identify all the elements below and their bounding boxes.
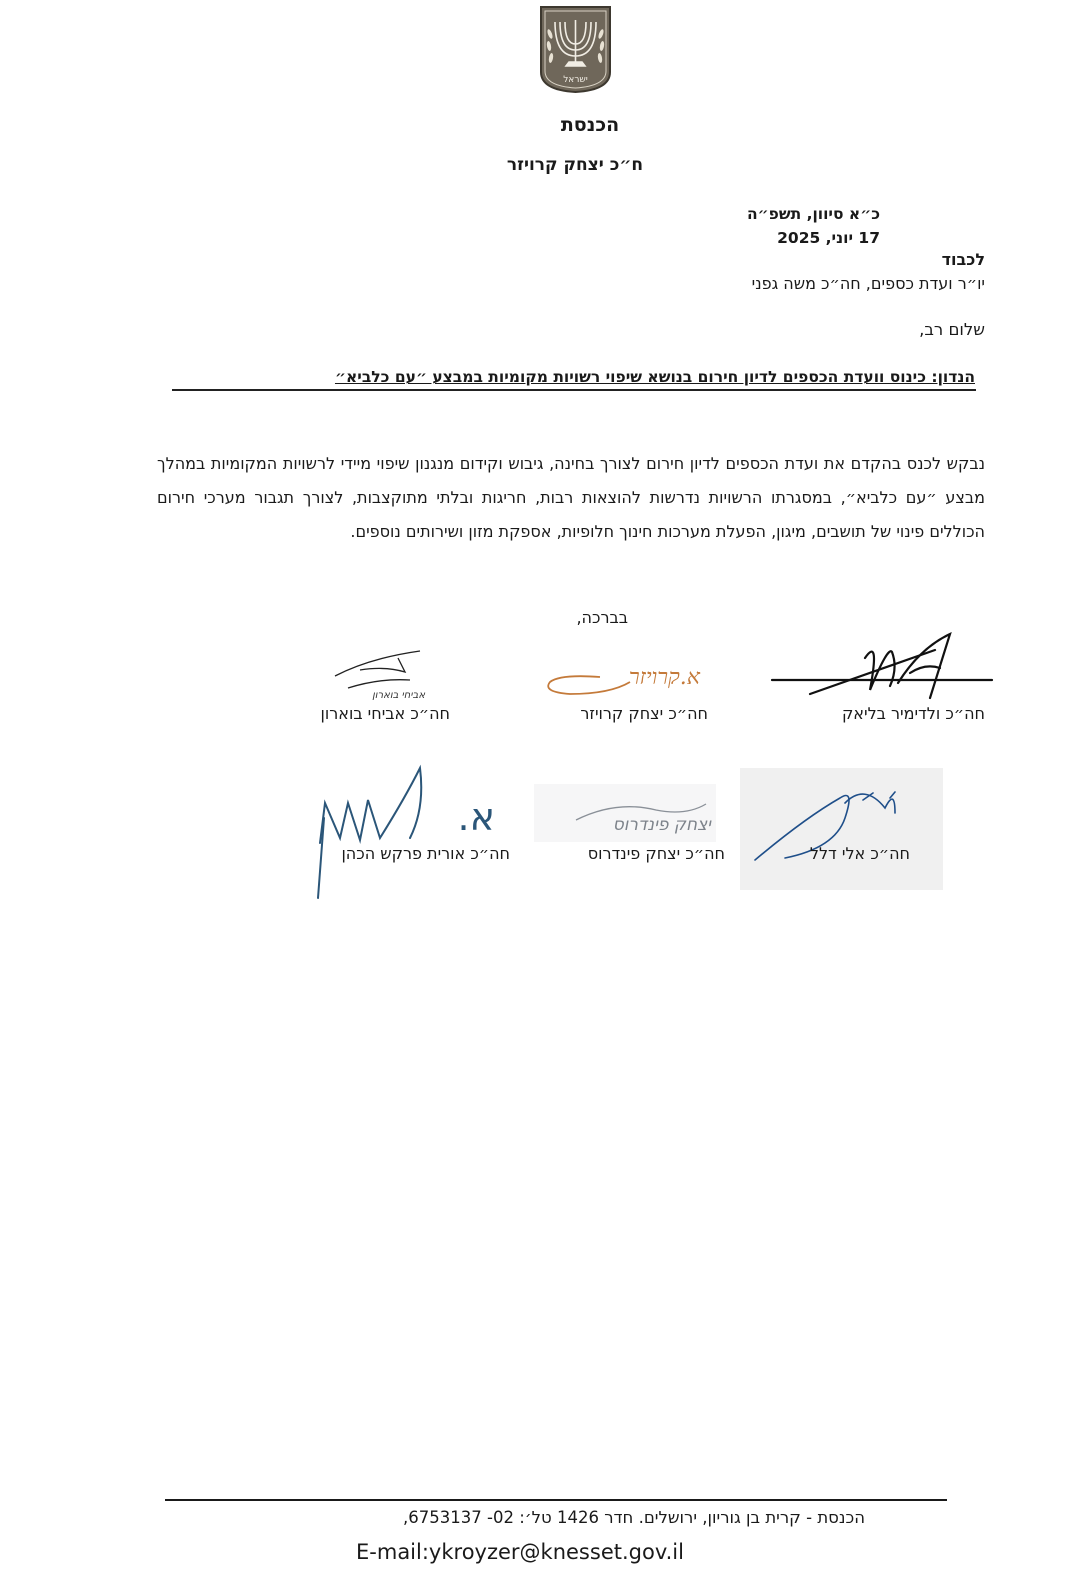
subject-line: הנדון: כינוס וועדת הכספים לדיון חירום בנושא שיפוי רשויות מקומיות במבצע ״עם כלביא״ <box>334 368 975 386</box>
boaron-signature <box>330 648 430 703</box>
kroyzer-signature <box>540 652 710 702</box>
bliak-signature <box>770 628 995 708</box>
gregorian-date: 17 יוני, 2025 <box>777 229 880 247</box>
footer-email: E-mail:ykroyzer@knesset.gov.il <box>356 1540 684 1564</box>
signer-name: חה״כ אביחי בוארון <box>320 704 450 723</box>
footer-divider <box>165 1499 947 1501</box>
letter-body: נבקש לכנס בהקדם את ועדת הכספים לדיון חירום לצורך בחינה, גיבוש וקידום מנגנון שיפוי מיידי לרשויות המקומיות במהלך מבצע ״עם כלביא״, במסגרתו הרשויות נדרשות להוצאות רבות, חריגות ובלתי מתוקצבות, לצורך תגבור מערכי חירום הכוללים פינוי של תושבים, מיגון, הפעלת מערכות חינוך חלופיות, אספקת מזון ושירותים נוספים. <box>157 454 985 541</box>
subject-underline <box>172 389 976 391</box>
letter-date <box>730 202 880 250</box>
footer-address: הכנסת - קרית בן גוריון, ירושלים. חדר 1426 טל׳: 02- 6753137, <box>403 1508 865 1527</box>
greeting: שלום רב, <box>919 320 985 339</box>
signer-name: חה״כ יצחק פינדרוס <box>587 844 725 863</box>
hebrew-date: כ״א סיוון, תשפ״ה <box>747 205 880 223</box>
organization-title: הכנסת <box>560 114 620 136</box>
closing: בברכה, <box>576 608 628 627</box>
signer-name: חה״כ ולדימיר בליאק <box>841 704 985 723</box>
signer-name: חה״כ אורית פרקש הכהן <box>341 844 510 863</box>
svg-text:א.: א. <box>457 795 495 839</box>
svg-text:ישראל: ישראל <box>563 75 588 85</box>
to-label: לכבוד <box>941 250 985 269</box>
svg-text:יצחק פינדרוס: יצחק פינדרוס <box>612 815 711 835</box>
svg-text:אביחי בוארון: אביחי בוארון <box>372 690 425 701</box>
signer-name: חה״כ אלי דלל <box>809 844 910 863</box>
member-name: ח״כ יצחק קרויזר <box>506 155 644 175</box>
svg-text:א.קרויזר: א.קרויזר <box>628 665 700 690</box>
signer-name: חה״כ יצחק קרויזר <box>580 704 708 723</box>
farkash-signature <box>310 758 500 903</box>
menorah-emblem-icon <box>538 4 613 94</box>
pindrus-signature <box>536 790 714 845</box>
recipient-line: יו״ר ועדת כספים, חה״כ משה גפני <box>751 274 985 293</box>
